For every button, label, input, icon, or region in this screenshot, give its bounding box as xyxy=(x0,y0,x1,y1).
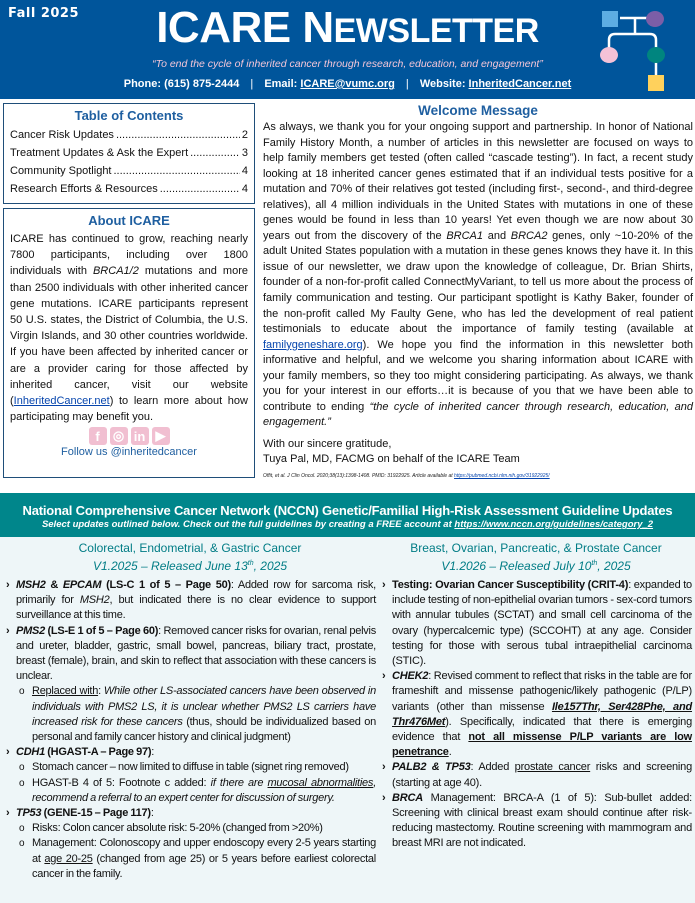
update-item xyxy=(4,745,376,760)
gene-name: EPCAM xyxy=(62,579,102,591)
variant-names: Ile157Thr, Ser428Phe, and Thr476Met xyxy=(392,700,692,728)
toc-leader-dots xyxy=(190,144,240,162)
closing: With our sincere gratitude, xyxy=(263,437,392,450)
toc-item[interactable] xyxy=(10,180,248,198)
gene-name: PALB2 & TP53 xyxy=(392,761,471,774)
column-title: Colorectal, Endometrial, & Gastric Cancer xyxy=(78,541,302,555)
signature-block xyxy=(263,437,693,468)
column-version xyxy=(4,556,376,574)
toc-item-label: Treatment Updates & Ask the Expert xyxy=(10,147,189,159)
guideline-ref: Testing: Ovarian Cancer Susceptibility (CRIT-4) xyxy=(392,579,629,591)
update-item xyxy=(380,791,692,852)
update-item xyxy=(380,578,692,669)
text: , recommend a referral to an expert center for discussion of surgery. xyxy=(32,776,376,804)
social-icons xyxy=(10,427,248,445)
update-item xyxy=(4,624,376,685)
nccn-link[interactable]: https://www.nccn.org/guidelines/category_2 xyxy=(454,519,654,530)
contact-line xyxy=(0,78,695,90)
website-label: Website: xyxy=(419,78,466,90)
nccn-subtitle xyxy=(0,519,695,530)
gene-name: BRCA1/2 xyxy=(92,265,139,278)
phone-label: Phone: xyxy=(123,78,162,90)
separator: | xyxy=(250,78,254,90)
text: . xyxy=(448,746,452,759)
welcome-text: genes, only ~10-20% of the adult United States population with a mutation in these genes knows they have it. In this issue of our newsletter, we draw upon the knowledge of colleague, Dr. Brian Shirts, founder of a non-for-profit called ConnectMyVariant, to tell us more about the process of family communication and testing. Our participant spotlight is Kathy Baker, founder of the non-profit called My Faulty Gene, who has led the development of real patient testimonials to educate about the importance of family testing (available at xyxy=(263,229,693,336)
update-item xyxy=(380,669,692,760)
update-item xyxy=(380,760,692,790)
signature: Tuya Pal, MD, FACMG on behalf of the ICARE Team xyxy=(263,453,520,466)
citation xyxy=(263,473,693,479)
column-heading xyxy=(4,541,376,574)
gene-name: BRCA xyxy=(392,791,423,804)
gene-name: PMS2 xyxy=(16,624,45,637)
website-link[interactable]: InheritedCancer.net xyxy=(13,395,110,408)
citation-text: Offit, et al. J Clin Oncol. 2020;38(13):1398-1408. PMID: 31922925. Article available at xyxy=(263,472,455,479)
update-item xyxy=(4,578,376,624)
text: : Added xyxy=(470,761,515,774)
facebook-icon[interactable]: f xyxy=(89,427,107,445)
pedigree-icon xyxy=(600,4,690,96)
welcome-body xyxy=(263,120,693,431)
toc-item-label: Community Spotlight xyxy=(10,165,112,177)
newsletter-header xyxy=(0,0,695,99)
version-text: V1.2025 – Released June 13 xyxy=(92,559,248,573)
toc-leader-dots xyxy=(160,180,240,198)
version-text: , 2025 xyxy=(253,559,287,573)
welcome-title: Welcome Message xyxy=(418,103,538,118)
toc-item[interactable] xyxy=(10,126,248,144)
email-link[interactable]: ICARE@vumc.org xyxy=(300,78,395,90)
issue-season: Fall 2025 xyxy=(8,6,80,21)
pedigree-circle-teal xyxy=(647,47,665,63)
nccn-title: National Comprehensive Cancer Network (NCCN) Genetic/Familial High-Risk Assessment Guideline Updates xyxy=(22,503,673,518)
gene-name: BRCA2 xyxy=(510,229,548,242)
pedigree-circle-purple xyxy=(646,11,664,27)
gene-name: CHEK2 xyxy=(392,670,429,683)
about-icare xyxy=(3,208,255,478)
toc-leader-dots xyxy=(114,162,240,180)
title-n: N xyxy=(302,3,334,52)
toc-item-label: Research Efforts & Resources xyxy=(10,183,158,195)
guideline-ref: (LS-E 1 of 5 – Page 60) xyxy=(44,624,159,637)
toc-item-page: 4 xyxy=(241,183,248,195)
instagram-icon[interactable]: ◎ xyxy=(110,427,128,445)
toc-item-page: 4 xyxy=(241,165,248,177)
text: While other LS-associated cancers have been observed in individuals with PMS2 LS, it is unclear whether PMS2 LS carriers have increased risk for these cancers xyxy=(32,685,376,728)
text: : Revised comment to reflect that risks in the table are for frameshift and missense pathogenic/likely pathogenic (P/LP) variants (other than missense xyxy=(392,670,692,713)
tagline: “To end the cycle of inherited cancer through research, education, and engagement” xyxy=(152,58,543,70)
text: : expanded to include testing of non-epithelial ovarian tumors - sex-cord tumors with annular tubules (SCTAT) and small cell carcinoma of the ovary (hypercalcemic type) (SCCOHT) at any age. Consider testing for those with serous tubal intraepithelial carcinoma (STIC). xyxy=(392,579,692,668)
guideline-ref: (GENE-15 – Page 117) xyxy=(41,807,151,820)
toc-item-label: Cancer Risk Updates xyxy=(10,129,114,141)
sub-item xyxy=(4,776,376,806)
update-list xyxy=(380,578,692,852)
toc-item-page: 3 xyxy=(241,147,248,159)
nccn-banner xyxy=(0,493,695,537)
about-text-part: ICARE has continued to grow, reaching nearly 7800 participants, including over 1800 individuals with xyxy=(10,233,248,278)
guideline-ref: (HGAST-A – Page 97) xyxy=(44,746,152,759)
follow-us: Follow us @inheritedcancer xyxy=(61,446,197,459)
text: Management: Colonoscopy and upper endoscopy every 2-5 years starting at xyxy=(32,837,376,865)
gene-name: MSH2 xyxy=(79,594,110,607)
text: age 20-25 xyxy=(44,852,93,865)
column-heading xyxy=(380,541,692,574)
about-text-part: ) to learn more about how participating may benefit you. xyxy=(10,395,248,424)
toc-item-page: 2 xyxy=(241,129,248,141)
newsletter-title xyxy=(0,2,695,57)
nccn-column-breast-ovarian xyxy=(380,541,692,852)
sub-item: o Stomach cancer – now limited to diffuse in table (signet ring removed) xyxy=(4,760,376,775)
title-rest: EWSLETTER xyxy=(333,12,539,50)
sub-item xyxy=(4,684,376,745)
title-icare: ICARE xyxy=(156,3,291,52)
text: : Removed cancer risks for ovarian, renal pelvis and ureter, bladder, gastric, small bowel, pancreas, biliary tract, prostate, breast (female), brain, and skin to reflect that association with these cancers is unclear. xyxy=(16,624,376,683)
toc-title: Table of Contents xyxy=(74,108,184,123)
gene-name: CDH1 xyxy=(16,746,45,759)
about-text-part: mutations and more than 2500 individuals with other inherited cancer gene mutations. ICARE participants represent 50 U.S. states, the District of Columbia, the U.S. Virgin Islands, and 30 other countries worldwide. If you have been affected by inherited cancer or are a provider caring for those affected by inherited cancer, visit our website ( xyxy=(10,265,248,408)
text: Replaced with xyxy=(32,685,99,698)
column-title: Breast, Ovarian, Pancreatic, & Prostate Cancer xyxy=(410,541,662,555)
about-text xyxy=(10,231,248,425)
pedigree-square-blue xyxy=(602,11,618,27)
toc-leader-dots xyxy=(116,126,240,144)
separator: | xyxy=(405,78,409,90)
text: HGAST-B 4 of 5: Footnote c added: xyxy=(32,776,211,789)
familygeneshare-link[interactable]: familygeneshare.org xyxy=(263,338,363,351)
text: : xyxy=(98,685,104,698)
guideline-ref: (LS-C 1 of 5 – Page 50) xyxy=(101,579,231,591)
mission-quote: “the cycle of inherited cancer through research, education, and engagement.” xyxy=(263,400,693,429)
text: : Added row for sarcoma risk, primarily for xyxy=(16,579,376,607)
welcome-text: ). We hope you find the information in this newsletter both informative and helpful, and we welcome you sharing information about ICARE with your family members, so they too might considering participating. As always, we thank you for your interest in our efforts…it is because of you that we have been able to contribute to ending xyxy=(263,338,693,413)
website-link[interactable]: InheritedCancer.net xyxy=(468,78,572,90)
text: not all missense P/LP variants are low penetrance xyxy=(392,731,692,759)
text: & xyxy=(45,579,63,591)
email-label: Email: xyxy=(264,78,298,90)
sub-item xyxy=(4,836,376,882)
text: (thus, should be individualized based on personal and family cancer history and clinical judgment) xyxy=(32,715,376,744)
text: risks and screening (starting at age 40). xyxy=(392,761,693,789)
text: prostate cancer xyxy=(514,761,591,774)
text: if there are xyxy=(210,776,268,789)
version-text: V1.2026 – Released July 10 xyxy=(441,559,592,573)
text: (changed from age 25) or 5 years before earliest colorectal cancer in the family. xyxy=(32,852,376,880)
text: Management: BRCA-A (1 of 5): Sub-bullet added: Screening with clinical breast exam should continue after risk-reducing mastectomy. Routine screening with mammogram and breast MRI are not indicated. xyxy=(392,791,692,850)
text: ). Specifically, indicated that there is emerging evidence that xyxy=(392,715,692,744)
pedigree-circle-pink xyxy=(600,47,618,63)
youtube-icon[interactable]: ▶ xyxy=(152,427,170,445)
sub-item: o Risks: Colon cancer absolute risk: 5-20% (changed from >20%) xyxy=(4,821,376,836)
citation-link[interactable]: https://pubmed.ncbi.nlm.nih.gov/31922925/ xyxy=(454,472,550,479)
gene-name: TP53 xyxy=(16,807,42,820)
toc-item[interactable] xyxy=(10,162,248,180)
table-of-contents xyxy=(3,103,255,204)
welcome-text: As always, we thank you for your ongoing support and partnership. In honor of National Family History Month, a number of articles in this newsletter are focused on ways to help family members get tested (often called “cascade testing”). In fact, a recent study looking at 18 inherited cancer genes estimated that if an individual tests positive for a mutation and 70% of their relatives got tested (including first-, second-, and third-degree relatives), all 4 million individuals in the United States with mutations in one of these genes would be found in less than 10 years! Yet even though we are now about 30 years out from the discovery of the xyxy=(263,121,693,242)
version-sup: th xyxy=(247,560,254,567)
welcome-text: and xyxy=(483,229,511,242)
update-item xyxy=(4,806,376,821)
phone-number: (615) 875-2444 xyxy=(164,78,240,90)
text: mucosal abnormalities xyxy=(267,776,374,789)
gene-name: MSH2 xyxy=(16,579,46,591)
update-list xyxy=(4,578,376,882)
toc-item[interactable] xyxy=(10,144,248,162)
welcome-message xyxy=(263,103,693,479)
version-text: , 2025 xyxy=(597,559,631,573)
column-version xyxy=(380,556,692,574)
version-sup: th xyxy=(591,560,598,567)
linkedin-icon[interactable]: in xyxy=(131,427,149,445)
about-title: About ICARE xyxy=(88,213,170,228)
pedigree-square-yellow xyxy=(648,75,664,91)
nccn-column-colorectal xyxy=(4,541,376,882)
gene-name: BRCA1 xyxy=(446,229,484,242)
nccn-subtitle-text: Select updates outlined below. Check out the full guidelines by creating a FREE account at xyxy=(41,519,455,530)
text: : xyxy=(150,807,154,820)
text: , but indicated there is no clear evidence to support surveillance at this time. xyxy=(16,594,377,622)
text: : xyxy=(151,746,155,759)
